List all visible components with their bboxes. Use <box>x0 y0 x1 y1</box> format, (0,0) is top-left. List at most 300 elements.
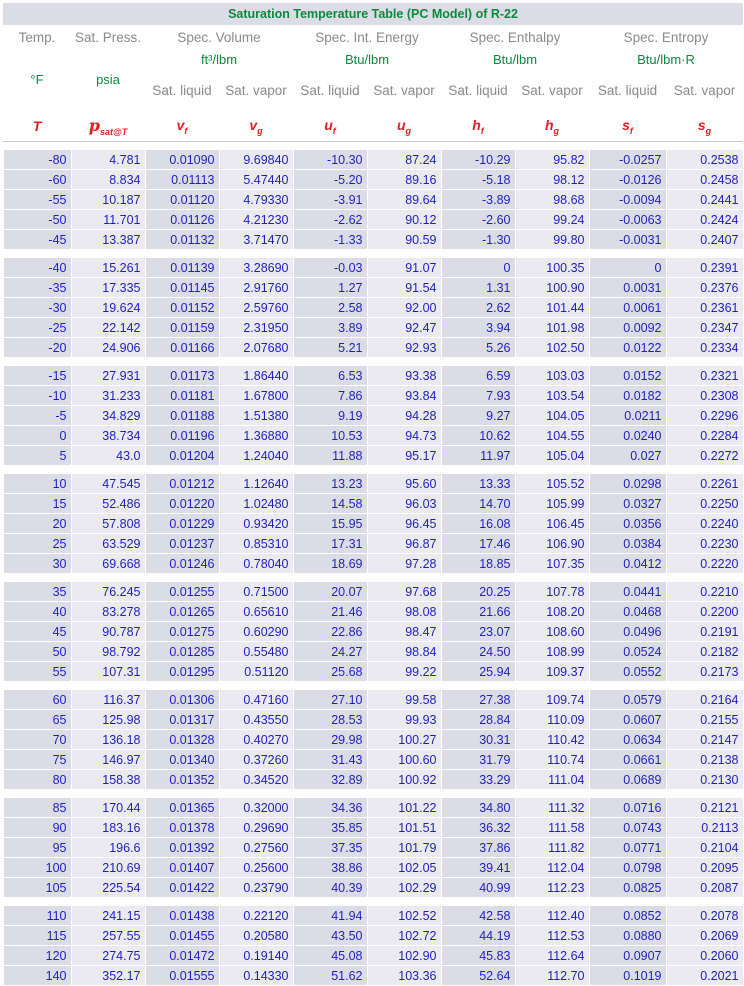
table-cell: 20.07 <box>293 582 367 602</box>
table-cell: 20.25 <box>441 582 515 602</box>
table-cell: 83.278 <box>71 602 145 622</box>
table-cell: 27.10 <box>293 690 367 710</box>
table-cell: 1.67800 <box>219 386 293 406</box>
table-cell: 45.83 <box>441 946 515 966</box>
table-cell: 101.98 <box>515 318 589 338</box>
table-cell: -30 <box>3 298 71 318</box>
table-cell: 0.2210 <box>666 582 743 602</box>
table-cell: 0.40270 <box>219 730 293 750</box>
table-cell: 101.79 <box>367 838 441 858</box>
table-cell: 115 <box>3 926 71 946</box>
table-cell: 0.027 <box>589 446 666 466</box>
table-cell: 93.84 <box>367 386 441 406</box>
saturation-table <box>2 3 744 986</box>
header-sat-liquid: Sat. liquid <box>145 70 219 110</box>
table-cell: 110.42 <box>515 730 589 750</box>
table-row <box>3 690 743 710</box>
header-spec-volume: Spec. Volume <box>145 26 293 48</box>
group-spacer <box>3 250 743 258</box>
table-cell: 38.734 <box>71 426 145 446</box>
table-cell: 98.792 <box>71 642 145 662</box>
table-cell: 17.31 <box>293 534 367 554</box>
table-cell: 0.2458 <box>666 170 743 190</box>
header-spec-int-energy: Spec. Int. Energy <box>293 26 441 48</box>
table-cell: 0.2200 <box>666 602 743 622</box>
table-cell: 44.19 <box>441 926 515 946</box>
table-cell: 0.2191 <box>666 622 743 642</box>
group-spacer <box>3 358 743 366</box>
table-row <box>3 298 743 318</box>
table-row <box>3 170 743 190</box>
table-cell: 0.01365 <box>145 798 219 818</box>
table-cell: -10.29 <box>441 150 515 170</box>
table-cell: 92.47 <box>367 318 441 338</box>
table-cell: -0.0126 <box>589 170 666 190</box>
table-cell: 140 <box>3 966 71 986</box>
table-cell: 0.01438 <box>145 906 219 926</box>
table-cell: 33.29 <box>441 770 515 790</box>
table-cell: 1.51380 <box>219 406 293 426</box>
table-cell: 0.2113 <box>666 818 743 838</box>
table-cell: 0.01159 <box>145 318 219 338</box>
table-cell: 0.2240 <box>666 514 743 534</box>
table-cell: 96.87 <box>367 534 441 554</box>
table-cell: -35 <box>3 278 71 298</box>
table-cell: 98.68 <box>515 190 589 210</box>
table-cell: 60 <box>3 690 71 710</box>
table-cell: 0.2121 <box>666 798 743 818</box>
table-cell: 37.86 <box>441 838 515 858</box>
table-cell: 0.2087 <box>666 878 743 898</box>
table-cell: 110.09 <box>515 710 589 730</box>
symbol-vf: $v_f$ <box>145 110 219 142</box>
table-row <box>3 494 743 514</box>
table-body <box>3 142 743 986</box>
table-cell: 109.74 <box>515 690 589 710</box>
table-cell: -5 <box>3 406 71 426</box>
table-cell: 0.01255 <box>145 582 219 602</box>
table-row <box>3 366 743 386</box>
table-cell: 106.90 <box>515 534 589 554</box>
table-cell: 24.906 <box>71 338 145 358</box>
table-cell: 0.01295 <box>145 662 219 682</box>
table-cell: 0.0880 <box>589 926 666 946</box>
table-cell: 0.29690 <box>219 818 293 838</box>
table-cell: 98.08 <box>367 602 441 622</box>
table-cell: 0.0771 <box>589 838 666 858</box>
table-cell: 0.0825 <box>589 878 666 898</box>
table-row <box>3 278 743 298</box>
table-row <box>3 642 743 662</box>
table-row <box>3 474 743 494</box>
table-cell: 102.52 <box>367 906 441 926</box>
table-cell: 89.16 <box>367 170 441 190</box>
table-cell: 0.2407 <box>666 230 743 250</box>
table-cell: 100.27 <box>367 730 441 750</box>
table-cell: 0.2147 <box>666 730 743 750</box>
table-cell: 0.2164 <box>666 690 743 710</box>
table-cell: 0.01265 <box>145 602 219 622</box>
table-cell: 0.2272 <box>666 446 743 466</box>
table-cell: 91.07 <box>367 258 441 278</box>
table-cell: 95.17 <box>367 446 441 466</box>
table-cell: 94.73 <box>367 426 441 446</box>
table-row <box>3 230 743 250</box>
table-cell: 0.2308 <box>666 386 743 406</box>
table-cell: 0.01090 <box>145 150 219 170</box>
table-cell: 0.2391 <box>666 258 743 278</box>
table-cell: 0.01139 <box>145 258 219 278</box>
table-cell: 9.27 <box>441 406 515 426</box>
table-cell: 70 <box>3 730 71 750</box>
table-cell: 34.829 <box>71 406 145 426</box>
group-spacer-cell <box>3 358 743 366</box>
table-cell: 0.2250 <box>666 494 743 514</box>
table-cell: 102.90 <box>367 946 441 966</box>
table-cell: 0.60290 <box>219 622 293 642</box>
group-spacer <box>3 682 743 690</box>
table-row <box>3 818 743 838</box>
table-cell: -1.30 <box>441 230 515 250</box>
group-spacer-cell <box>3 250 743 258</box>
table-cell: 96.45 <box>367 514 441 534</box>
table-cell: 112.04 <box>515 858 589 878</box>
table-cell: 0.0524 <box>589 642 666 662</box>
table-cell: 183.16 <box>71 818 145 838</box>
table-row <box>3 150 743 170</box>
table-cell: 31.233 <box>71 386 145 406</box>
header-sat-liquid: Sat. liquid <box>293 70 367 110</box>
table-cell: 170.44 <box>71 798 145 818</box>
table-cell: 52.486 <box>71 494 145 514</box>
table-cell: 25 <box>3 534 71 554</box>
table-cell: -1.33 <box>293 230 367 250</box>
header-spec-enthalpy: Spec. Enthalpy <box>441 26 589 48</box>
group-spacer <box>3 466 743 474</box>
table-cell: 30.31 <box>441 730 515 750</box>
table-cell: 0.22120 <box>219 906 293 926</box>
table-cell: 30 <box>3 554 71 574</box>
group-spacer-cell <box>3 898 743 906</box>
table-cell: 0.01317 <box>145 710 219 730</box>
table-cell: 85 <box>3 798 71 818</box>
table-cell: 50 <box>3 642 71 662</box>
table-cell: 11.97 <box>441 446 515 466</box>
table-row <box>3 730 743 750</box>
table-row <box>3 770 743 790</box>
table-cell: 0.2060 <box>666 946 743 966</box>
table-cell: 10.187 <box>71 190 145 210</box>
table-cell: 41.94 <box>293 906 367 926</box>
table-cell: -3.89 <box>441 190 515 210</box>
table-cell: 39.41 <box>441 858 515 878</box>
table-cell: 0.01132 <box>145 230 219 250</box>
table-cell: 32.89 <box>293 770 367 790</box>
table-cell: 0.01352 <box>145 770 219 790</box>
table-cell: 108.20 <box>515 602 589 622</box>
table-cell: 107.31 <box>71 662 145 682</box>
table-cell: 0.2182 <box>666 642 743 662</box>
table-cell: 210.69 <box>71 858 145 878</box>
table-cell: 3.71470 <box>219 230 293 250</box>
table-cell: 0.0412 <box>589 554 666 574</box>
table-cell: 0.0061 <box>589 298 666 318</box>
table-cell: 0.19140 <box>219 946 293 966</box>
table-cell: 90.59 <box>367 230 441 250</box>
header-sat-liquid: Sat. liquid <box>589 70 666 110</box>
table-cell: 25.94 <box>441 662 515 682</box>
table-cell: -20 <box>3 338 71 358</box>
table-cell: 0 <box>441 258 515 278</box>
table-cell: 29.98 <box>293 730 367 750</box>
table-cell: 241.15 <box>71 906 145 926</box>
table-cell: 11.701 <box>71 210 145 230</box>
table-cell: 0.0579 <box>589 690 666 710</box>
table-cell: 0.0468 <box>589 602 666 622</box>
table-cell: 105.52 <box>515 474 589 494</box>
table-cell: 15.95 <box>293 514 367 534</box>
unit-temp: °F <box>3 48 71 110</box>
table-cell: 0.0496 <box>589 622 666 642</box>
table-cell: 0.01212 <box>145 474 219 494</box>
table-cell: 4.781 <box>71 150 145 170</box>
table-cell: 90.787 <box>71 622 145 642</box>
table-cell: 0.0634 <box>589 730 666 750</box>
table-cell: 57.808 <box>71 514 145 534</box>
table-cell: 0.55480 <box>219 642 293 662</box>
table-cell: 20 <box>3 514 71 534</box>
table-cell: 112.40 <box>515 906 589 926</box>
symbol-vg: $v_g$ <box>219 110 293 142</box>
table-cell: 1.36880 <box>219 426 293 446</box>
table-cell: 103.54 <box>515 386 589 406</box>
table-cell: 90.12 <box>367 210 441 230</box>
table-cell: 10 <box>3 474 71 494</box>
table-cell: 0.0441 <box>589 582 666 602</box>
table-cell: 0.0240 <box>589 426 666 446</box>
table-cell: 257.55 <box>71 926 145 946</box>
table-cell: 94.28 <box>367 406 441 426</box>
table-cell: 0.0798 <box>589 858 666 878</box>
table-cell: 0.2296 <box>666 406 743 426</box>
header-sat-vapor: Sat. vapor <box>367 70 441 110</box>
table-cell: 0.20580 <box>219 926 293 946</box>
table-cell: 6.53 <box>293 366 367 386</box>
table-cell: 0.2220 <box>666 554 743 574</box>
group-spacer-cell <box>3 142 743 150</box>
table-cell: 0.2284 <box>666 426 743 446</box>
header-temp: Temp. <box>3 26 71 48</box>
table-cell: 0.01120 <box>145 190 219 210</box>
table-cell: 0.2361 <box>666 298 743 318</box>
table-cell: 31.43 <box>293 750 367 770</box>
table-cell: -5.18 <box>441 170 515 190</box>
table-cell: 1.27 <box>293 278 367 298</box>
table-cell: 34.80 <box>441 798 515 818</box>
table-row <box>3 622 743 642</box>
table-row <box>3 338 743 358</box>
table-cell: 16.08 <box>441 514 515 534</box>
table-cell: 110.74 <box>515 750 589 770</box>
table-cell: 105.99 <box>515 494 589 514</box>
header-sat-press: Sat. Press. <box>71 26 145 48</box>
table-cell: 22.142 <box>71 318 145 338</box>
table-cell: 28.53 <box>293 710 367 730</box>
table-cell: 45.08 <box>293 946 367 966</box>
table-cell: 0.14330 <box>219 966 293 986</box>
table-cell: 0.01237 <box>145 534 219 554</box>
table-cell: 111.32 <box>515 798 589 818</box>
table-cell: 0.01204 <box>145 446 219 466</box>
table-cell: 104.55 <box>515 426 589 446</box>
table-cell: 0.2424 <box>666 210 743 230</box>
unit-volume: ft³/lbm <box>145 48 293 70</box>
table-cell: 108.99 <box>515 642 589 662</box>
table-cell: 99.58 <box>367 690 441 710</box>
table-cell: 274.75 <box>71 946 145 966</box>
table-cell: 34.36 <box>293 798 367 818</box>
group-spacer-cell <box>3 466 743 474</box>
unit-energy: Btu/lbm <box>293 48 441 70</box>
table-cell: 5.26 <box>441 338 515 358</box>
table-cell: 112.70 <box>515 966 589 986</box>
table-cell: 95 <box>3 838 71 858</box>
table-cell: 0.71500 <box>219 582 293 602</box>
table-cell: 75 <box>3 750 71 770</box>
symbol-hg: $h_g$ <box>515 110 589 142</box>
table-cell: 92.93 <box>367 338 441 358</box>
symbol-temperature: T <box>3 110 71 142</box>
table-cell: 0.01113 <box>145 170 219 190</box>
table-cell: 80 <box>3 770 71 790</box>
table-cell: 111.58 <box>515 818 589 838</box>
table-cell: 111.04 <box>515 770 589 790</box>
table-cell: 0.34520 <box>219 770 293 790</box>
table-row <box>3 534 743 554</box>
table-cell: 37.35 <box>293 838 367 858</box>
table-cell: 0.25600 <box>219 858 293 878</box>
table-cell: 0.01392 <box>145 838 219 858</box>
table-cell: 158.38 <box>71 770 145 790</box>
table-cell: 102.05 <box>367 858 441 878</box>
table-cell: 0.2261 <box>666 474 743 494</box>
table-cell: 35 <box>3 582 71 602</box>
table-cell: 99.22 <box>367 662 441 682</box>
table-cell: -0.0031 <box>589 230 666 250</box>
table-cell: 0.01555 <box>145 966 219 986</box>
table-cell: 100.92 <box>367 770 441 790</box>
table-cell: 0.0122 <box>589 338 666 358</box>
table-cell: 1.02480 <box>219 494 293 514</box>
table-cell: 0.2138 <box>666 750 743 770</box>
table-cell: 24.50 <box>441 642 515 662</box>
table-cell: 225.54 <box>71 878 145 898</box>
table-cell: 107.78 <box>515 582 589 602</box>
table-cell: 0.01196 <box>145 426 219 446</box>
table-cell: 21.46 <box>293 602 367 622</box>
table-cell: 0.01285 <box>145 642 219 662</box>
table-cell: 2.62 <box>441 298 515 318</box>
table-cell: 14.58 <box>293 494 367 514</box>
group-spacer-cell <box>3 790 743 798</box>
table-cell: -2.62 <box>293 210 367 230</box>
table-cell: 104.05 <box>515 406 589 426</box>
table-cell: 0.01229 <box>145 514 219 534</box>
table-cell: 96.03 <box>367 494 441 514</box>
table-cell: 0.01166 <box>145 338 219 358</box>
table-cell: 0.01378 <box>145 818 219 838</box>
table-cell: 0.01407 <box>145 858 219 878</box>
table-cell: 1.31 <box>441 278 515 298</box>
table-row <box>3 966 743 986</box>
table-cell: 40 <box>3 602 71 622</box>
table-cell: 0.01340 <box>145 750 219 770</box>
table-row <box>3 798 743 818</box>
table-cell: 107.35 <box>515 554 589 574</box>
table-cell: 43.50 <box>293 926 367 946</box>
table-row <box>3 750 743 770</box>
table-cell: 0.0743 <box>589 818 666 838</box>
table-cell: 0.2155 <box>666 710 743 730</box>
table-cell: 0.0907 <box>589 946 666 966</box>
table-cell: 99.24 <box>515 210 589 230</box>
table-cell: -40 <box>3 258 71 278</box>
table-cell: -3.91 <box>293 190 367 210</box>
table-cell: 0.0552 <box>589 662 666 682</box>
table-cell: 2.58 <box>293 298 367 318</box>
table-cell: 0.01328 <box>145 730 219 750</box>
table-cell: 5.21 <box>293 338 367 358</box>
table-cell: 0.01246 <box>145 554 219 574</box>
table-cell: 28.84 <box>441 710 515 730</box>
table-cell: 105.04 <box>515 446 589 466</box>
symbol-uf: $u_f$ <box>293 110 367 142</box>
table-cell: 0.2230 <box>666 534 743 554</box>
table-cell: -0.0094 <box>589 190 666 210</box>
header-sat-vapor: Sat. vapor <box>666 70 743 110</box>
table-cell: 100 <box>3 858 71 878</box>
table-cell: 95.60 <box>367 474 441 494</box>
table-cell: 55 <box>3 662 71 682</box>
table-cell: -10.30 <box>293 150 367 170</box>
table-cell: 99.93 <box>367 710 441 730</box>
table-cell: 9.19 <box>293 406 367 426</box>
table-cell: 0.37260 <box>219 750 293 770</box>
table-cell: -45 <box>3 230 71 250</box>
table-cell: 0.01173 <box>145 366 219 386</box>
table-cell: 24.27 <box>293 642 367 662</box>
table-row <box>3 406 743 426</box>
table-cell: 196.6 <box>71 838 145 858</box>
table-cell: 23.07 <box>441 622 515 642</box>
table-cell: 109.37 <box>515 662 589 682</box>
symbol-sf: $s_f$ <box>589 110 666 142</box>
table-cell: -50 <box>3 210 71 230</box>
table-row <box>3 662 743 682</box>
table-cell: -0.0063 <box>589 210 666 230</box>
table-title: Saturation Temperature Table (PC Model) of R-22 <box>3 3 743 26</box>
header-sat-vapor: Sat. vapor <box>515 70 589 110</box>
table-cell: 0.2130 <box>666 770 743 790</box>
table-cell: -2.60 <box>441 210 515 230</box>
table-cell: 101.44 <box>515 298 589 318</box>
table-cell: 125.98 <box>71 710 145 730</box>
header-spec-entropy: Spec. Entropy <box>589 26 743 48</box>
table-cell: 102.72 <box>367 926 441 946</box>
table-cell: 0.2078 <box>666 906 743 926</box>
table-cell: 27.931 <box>71 366 145 386</box>
table-cell: 10.62 <box>441 426 515 446</box>
